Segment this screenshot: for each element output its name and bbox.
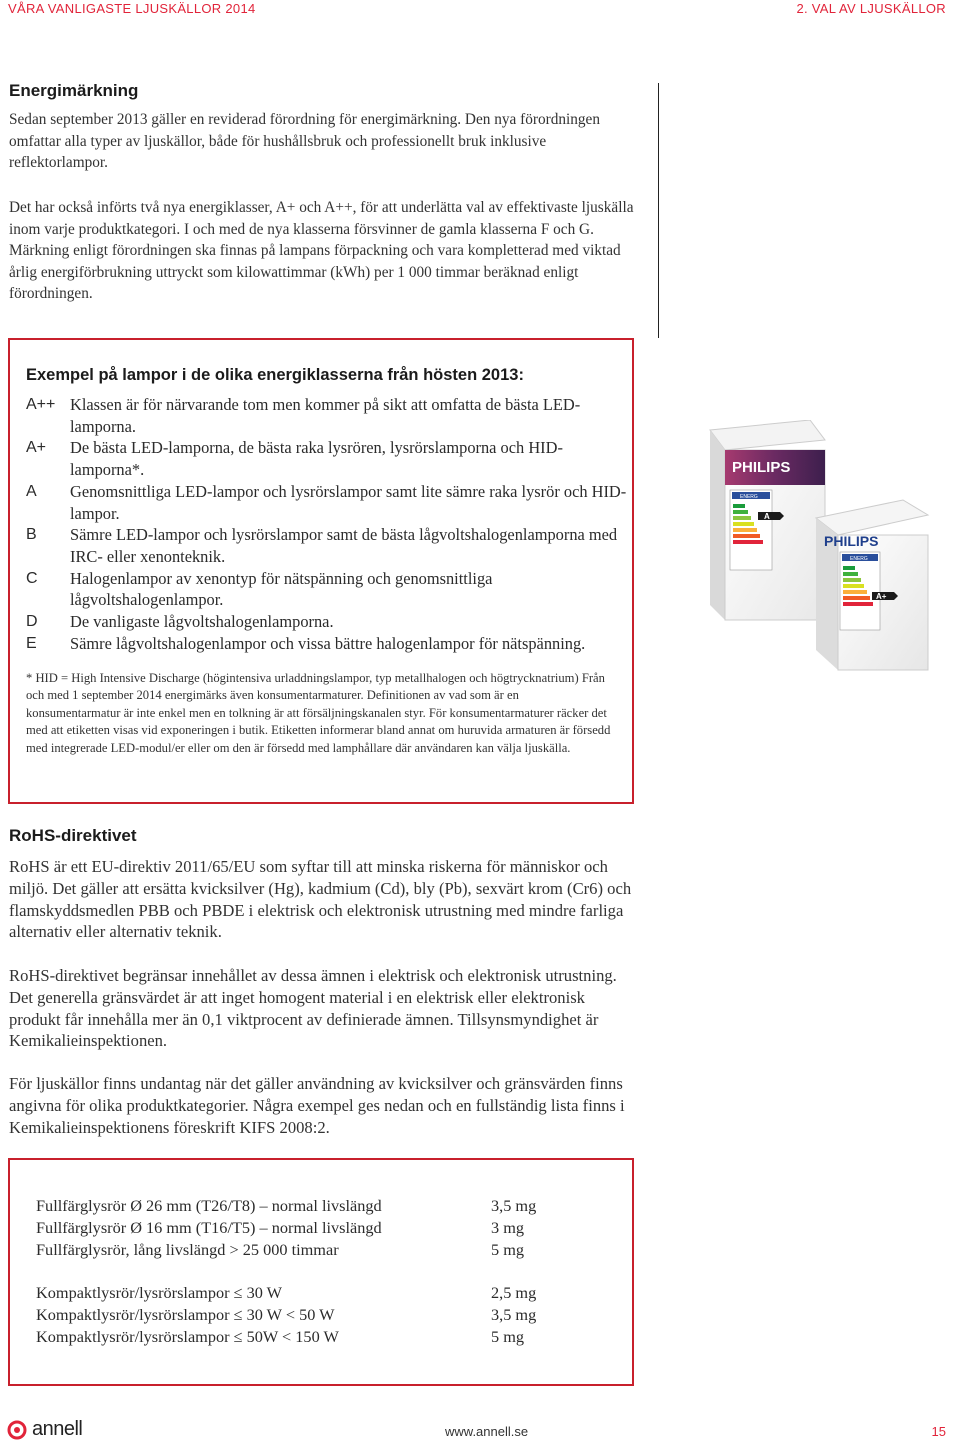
energy-class-item — [26, 481, 630, 524]
energy-class-description: Sämre LED-lampor och lysrörslampor samt de bästa lågvoltshalogenlamporna med IRC- eller xenonteknik. — [70, 525, 618, 566]
rohs-paragraph-2: RoHS-direktivet begränsar innehållet av dessa ämnen i elektrisk och elektronisk utrustning. Det generella gränsvärdet är att inget homogent material i en elektrisk eller elektronisk produkt får innehålla mer än 0,1 viktprocent av definierade ämnen. Tillsynsmyndighet är Kemikalieinspektionen. — [9, 966, 617, 1051]
lamp-type: Fullfärglysrör, lång livslängd > 25 000 timmar — [36, 1239, 339, 1259]
energy-class-item — [26, 394, 630, 437]
running-header-left: VÅRA VANLIGASTE LJUSKÄLLOR 2014 — [8, 1, 256, 16]
energy-class-description: De vanligaste lågvoltshalogenlamporna. — [70, 612, 334, 632]
energy-class-description: Halogenlampor av xenontyp för nätspänning och genomsnittliga lågvoltshalogenlampor. — [70, 568, 493, 610]
hid-footnote: * HID = High Intensive Discharge (högintensiva urladdningslampor, typ metallhalogen och högtrycknatrium) Från och med 1 september 2014 energimärks även konsumentarmaturer. Definitionen av vad som är en konsumentarmatur är inte enkel men en tolkning är att försäljningskanalen styr. För konsumentarmaturer räcker det med att etiketten visas vid exponeringen i butik. Etiketten informerar bland annat om huruvida armaturen är försedd med integrerade LED-modul/er eller om den är försedd med lamphållare där användaren kan välja ljuskälla. — [26, 671, 611, 755]
mercury-limit: 3,5 mg — [491, 1196, 537, 1215]
energy-class-code: C — [26, 569, 38, 587]
lamp-type: Fullfärglysrör Ø 26 mm (T26/T8) – normal livslängd — [36, 1196, 382, 1215]
mercury-limit: 3 mg — [491, 1217, 525, 1237]
energy-class-item — [26, 568, 630, 611]
limit-row — [36, 1304, 591, 1326]
energy-class-description: Genomsnittliga LED-lampor och lysrörslampor samt lite sämre raka lysrör och HID-lampor. — [70, 481, 627, 523]
footer-url-link[interactable]: www.annell.se — [445, 1424, 529, 1439]
energy-class-code: D — [26, 613, 38, 631]
philips-box-image-2 — [808, 490, 938, 685]
column-divider — [658, 83, 659, 338]
energy-class-code: B — [26, 526, 37, 544]
mercury-limits-table — [36, 1195, 591, 1348]
example-box-title: Exempel på lampor i de olika energiklasserna från hösten 2013: — [26, 366, 524, 384]
limit-row — [36, 1239, 591, 1261]
energy-class-code: A+ — [26, 439, 47, 457]
limit-row — [36, 1217, 591, 1239]
mercury-limit: 3,5 mg — [491, 1304, 537, 1324]
energy-heading: Energimärkning — [9, 81, 139, 100]
mercury-limit: 2,5 mg — [491, 1283, 537, 1303]
mercury-limit: 5 mg — [491, 1326, 525, 1346]
energy-label-2: ENERG — [850, 556, 868, 562]
limit-row — [36, 1326, 591, 1348]
lamp-type: Fullfärglysrör Ø 16 mm (T16/T5) – normal livslängd — [36, 1217, 382, 1237]
energy-paragraph-1: Sedan september 2013 gäller en reviderad förordning för energimärkning. Den nya förordningen omfattar alla typer av ljuskällor, både för hushållsbruk och professionellt bruk inklusive reflektorlampor. — [9, 111, 600, 172]
mercury-limit: 5 mg — [491, 1239, 525, 1259]
rohs-heading: RoHS-direktivet — [9, 826, 137, 845]
annell-logo-icon — [6, 1419, 28, 1441]
brand-label-1: PHILIPS — [732, 459, 791, 476]
class-badge-2: A+ — [876, 592, 887, 601]
energy-class-description: Klassen är för närvarande tom men kommer på sikt att omfatta de bästa LED-lamporna. — [70, 395, 581, 436]
running-header-right: 2. VAL AV LJUSKÄLLOR — [796, 1, 946, 16]
energy-class-code: A — [26, 482, 37, 500]
limit-row — [36, 1195, 591, 1217]
brand-label-2: PHILIPS — [824, 533, 879, 549]
energy-label-1: ENERG — [740, 494, 758, 500]
lamp-type: Kompaktlysrör/lysrörslampor ≤ 30 W < 50 W — [36, 1304, 335, 1324]
energy-class-item — [26, 437, 630, 480]
limit-row — [36, 1282, 591, 1304]
energy-class-list — [26, 394, 630, 654]
energy-class-code: A++ — [26, 396, 56, 413]
energy-class-item — [26, 611, 630, 633]
group-spacer — [36, 1260, 591, 1282]
rohs-paragraph-1: RoHS är ett EU-direktiv 2011/65/EU som syftar till att minska riskerna för människor och miljö. Det gäller att ersätta kvicksilver (Hg), kadmium (Cd), bly (Pb), sexvärt krom (Cr6) och flamskyddsmedlen PBB och PBDE i elektrisk och elektronisk utrustning med mindre farliga alternativ eller alternativ teknik. — [9, 857, 632, 942]
page-number: 15 — [931, 1424, 946, 1439]
energy-class-description: Sämre lågvoltshalogenlampor och vissa bättre halogenlampor för nätspänning. — [70, 633, 586, 653]
annell-logo — [6, 1418, 82, 1441]
lamp-type: Kompaktlysrör/lysrörslampor ≤ 50W < 150 W — [36, 1326, 339, 1346]
class-badge-1: A — [764, 512, 770, 521]
energy-class-item — [26, 524, 630, 567]
annell-logo-text: annell — [32, 1418, 83, 1440]
energy-class-code: E — [26, 634, 37, 652]
lamp-type: Kompaktlysrör/lysrörslampor ≤ 30 W — [36, 1283, 283, 1303]
energy-paragraph-2: Det har också införts två nya energiklasser, A+ och A++, för att underlätta val av effektivaste ljuskälla inom varje produktkategori. I och med de nya klasserna försvinner de gamla klasserna F och G. Märkning enligt förordningen ska finnas på lampans förpackning och vara kompletterad med viktad årlig energiförbrukning uttryckt som kilowattimmar (kWh) per 1 000 timmar beräknad enligt förordningen. — [9, 199, 634, 303]
energy-class-item — [26, 633, 630, 655]
energy-class-description: De bästa LED-lamporna, de bästa raka lysrören, lysrörslamporna och HID-lamporna*. — [70, 438, 563, 480]
rohs-paragraph-3: För ljuskällor finns undantag när det gäller användning av kvicksilver och gränsvärden finns angivna för olika produktkategorier. Några exempel ges nedan och en fullständig lista finns i Kemikalieinspektionens föreskrift KIFS 2008:2. — [9, 1074, 625, 1137]
